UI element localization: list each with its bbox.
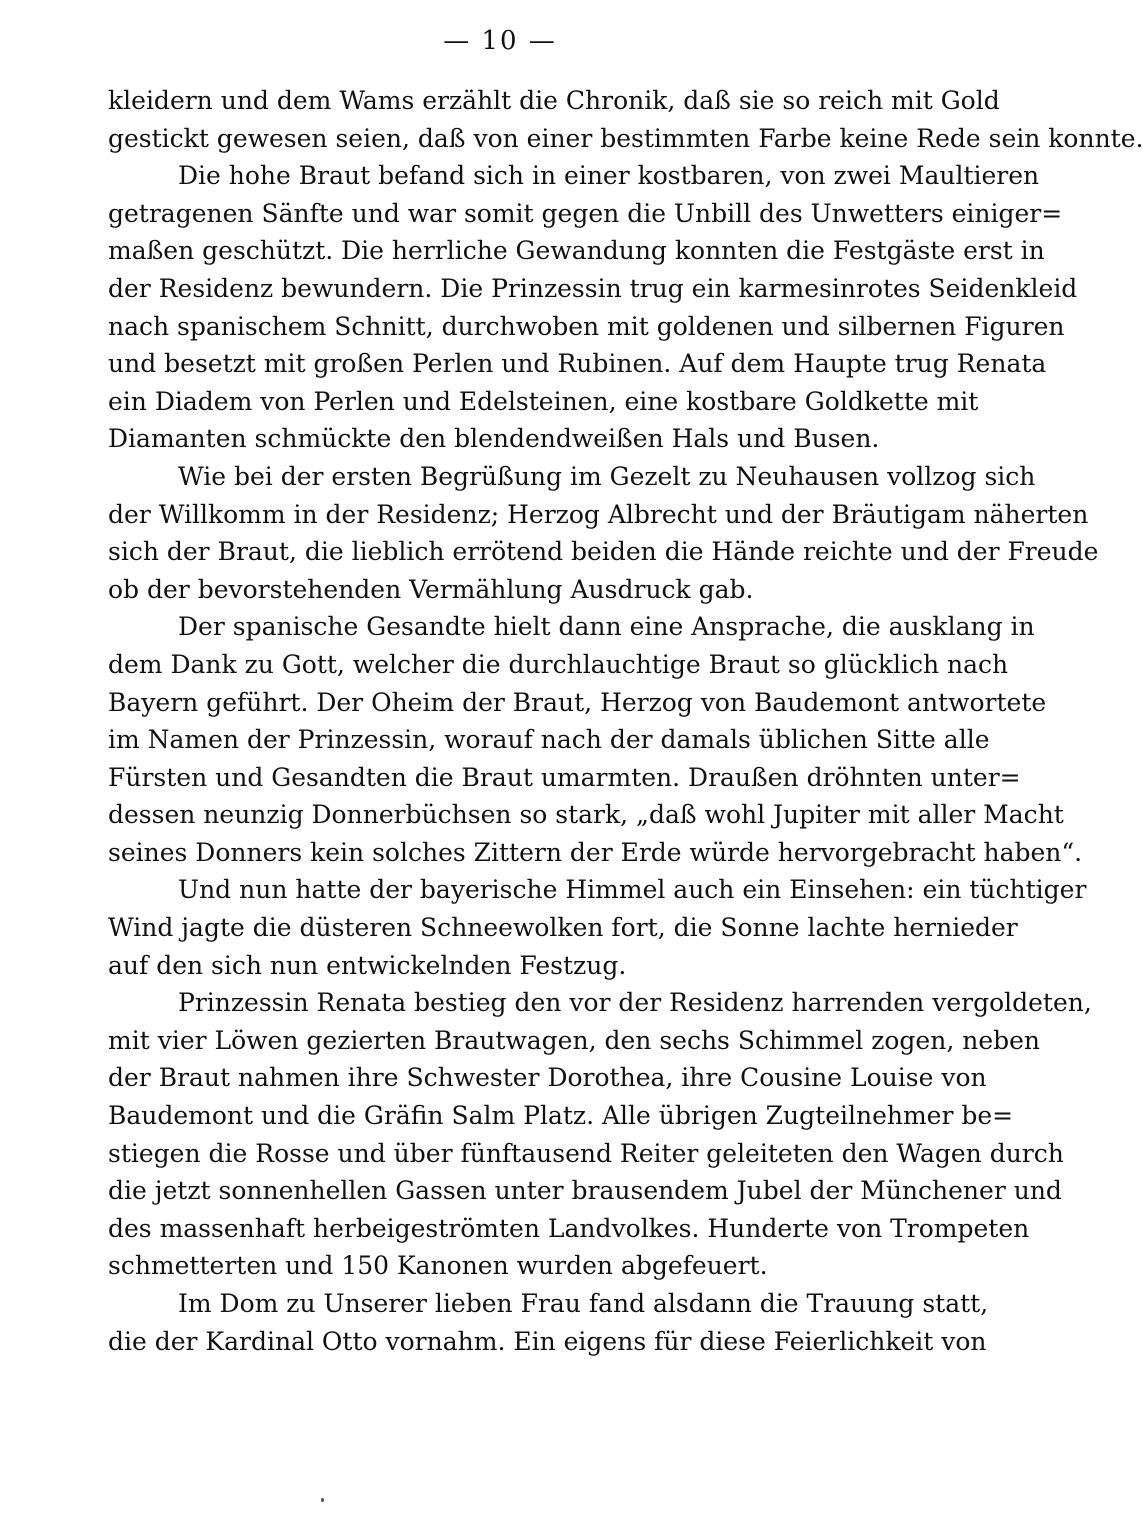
text-line: ob der bevorstehenden Vermählung Ausdruck gab.: [108, 574, 754, 604]
text-line: Baudemont und die Gräfin Salm Platz. Alle übrigen Zugteilnehmer be=: [108, 1101, 1014, 1131]
text-line: Wind jagte die düsteren Schneewolken fort, die Sonne lachte hernieder: [108, 913, 1018, 943]
text-line: seines Donners kein solches Zittern der Erde würde hervorgebracht haben“.: [108, 837, 1083, 867]
text-line: Und nun hatte der bayerische Himmel auch ein Einsehen: ein tüchtiger: [178, 875, 1087, 905]
text-line: Fürsten und Gesandten die Braut umarmten. Draußen dröhnten unter=: [108, 762, 1021, 792]
text-line: maßen geschützt. Die herrliche Gewandung konnten die Festgäste erst in: [108, 236, 1045, 266]
page-number-header: — 10 —: [443, 26, 557, 56]
text-line: dem Dank zu Gott, welcher die durchlauchtige Braut so glücklich nach: [108, 649, 1009, 679]
text-line: ein Diadem von Perlen und Edelsteinen, eine kostbare Goldkette mit: [108, 386, 979, 416]
stray-ink-mark: [321, 1498, 324, 1502]
text-line: die der Kardinal Otto vornahm. Ein eigens für diese Feierlichkeit von: [108, 1326, 987, 1356]
text-line: kleidern und dem Wams erzählt die Chronik, daß sie so reich mit Gold: [108, 86, 1000, 115]
text-line: der Braut nahmen ihre Schwester Dorothea, ihre Cousine Louise von: [108, 1063, 987, 1093]
text-line: schmetterten und 150 Kanonen wurden abgefeuert.: [108, 1251, 768, 1281]
text-line: Die hohe Braut befand sich in einer kostbaren, von zwei Maultieren: [178, 161, 1040, 191]
text-line: getragenen Sänfte und war somit gegen die Unbill des Unwetters einiger=: [108, 198, 1063, 228]
body-text: [108, 82, 1143, 1360]
text-line: Wie bei der ersten Begrüßung im Gezelt zu Neuhausen vollzog sich: [178, 461, 1036, 491]
text-line: nach spanischem Schnitt, durchwoben mit goldenen und silbernen Figuren: [108, 311, 1065, 341]
text-line: der Residenz bewundern. Die Prinzessin trug ein karmesinrotes Seidenkleid: [108, 273, 1078, 303]
text-line: stiegen die Rosse und über fünftausend Reiter geleiteten den Wagen durch: [108, 1138, 1064, 1168]
text-line: und besetzt mit großen Perlen und Rubinen. Auf dem Haupte trug Renata: [108, 349, 1047, 379]
text-line: des massenhaft herbeigeströmten Landvolkes. Hunderte von Trompeten: [108, 1213, 1030, 1243]
text-line: Im Dom zu Unserer lieben Frau fand alsdann die Trauung statt,: [178, 1289, 989, 1318]
text-line: mit vier Löwen gezierten Brautwagen, den sechs Schimmel zogen, neben: [108, 1025, 1041, 1055]
text-line: der Willkomm in der Residenz; Herzog Albrecht und der Bräutigam näherten: [108, 499, 1089, 529]
text-line: Diamanten schmückte den blendendweißen Hals und Busen.: [108, 424, 880, 454]
text-line: dessen neunzig Donnerbüchsen so stark, „daß wohl Jupiter mit aller Macht: [108, 800, 1064, 830]
text-line: Bayern geführt. Der Oheim der Braut, Herzog von Baudemont antwortete: [108, 687, 1047, 717]
text-line: sich der Braut, die lieblich errötend beiden die Hände reichte und der Freude: [108, 537, 1099, 567]
text-line: auf den sich nun entwickelnden Festzug.: [108, 950, 627, 980]
text-line: die jetzt sonnenhellen Gassen unter brausendem Jubel der Münchener und: [108, 1176, 1062, 1206]
text-line: im Namen der Prinzessin, worauf nach der damals üblichen Sitte alle: [108, 725, 990, 755]
text-line: gestickt gewesen seien, daß von einer bestimmten Farbe keine Rede sein konnte.: [108, 123, 1143, 153]
text-line: Prinzessin Renata bestieg den vor der Residenz harrenden vergoldeten,: [178, 988, 1092, 1018]
text-line: Der spanische Gesandte hielt dann eine Ansprache, die ausklang in: [178, 612, 1035, 642]
